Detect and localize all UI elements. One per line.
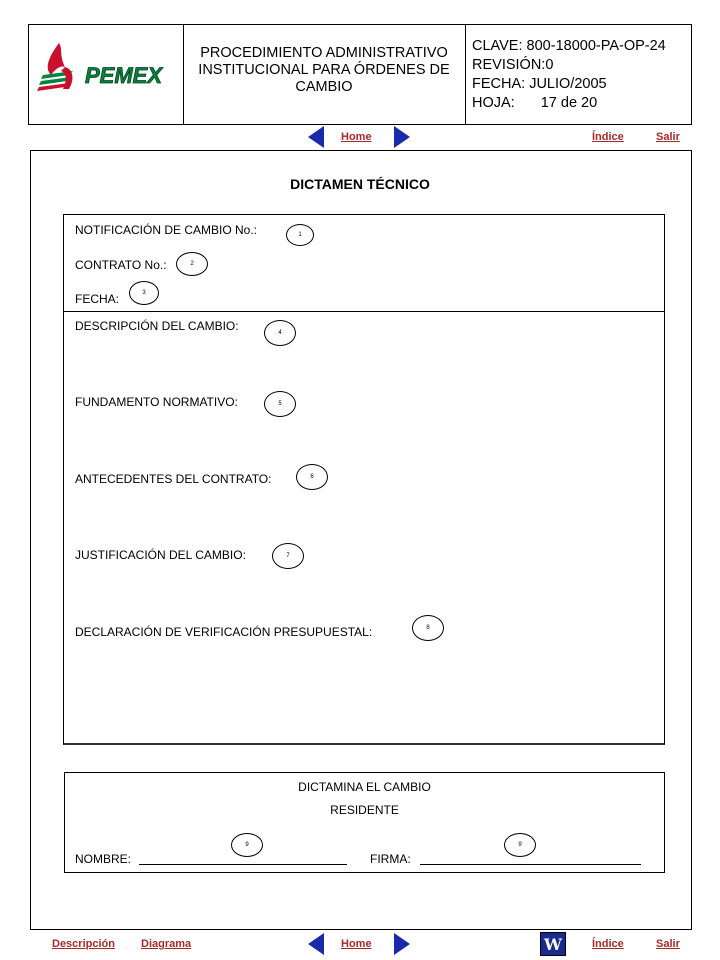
- justificacion-label: JUSTIFICACIÓN DEL CAMBIO:: [75, 548, 246, 562]
- salir-link[interactable]: Salir: [656, 131, 680, 143]
- residente-label: RESIDENTE: [330, 803, 399, 817]
- revision-value: 0: [545, 57, 554, 73]
- next-arrow-icon-bottom[interactable]: [394, 933, 410, 955]
- descripcion-label: DESCRIPCIÓN DEL CAMBIO:: [75, 319, 239, 333]
- marker-2: 2: [176, 252, 208, 276]
- marker-6: 6: [296, 464, 328, 490]
- page-title: DICTAMEN TÉCNICO: [290, 176, 430, 192]
- marker-4: 4: [264, 320, 296, 346]
- antecedentes-label: ANTECEDENTES DEL CONTRATO:: [75, 472, 272, 486]
- clave-value: 800-18000-PA-OP-24: [526, 38, 666, 54]
- pemex-logo: [29, 25, 179, 124]
- fundamento-label: FUNDAMENTO NORMATIVO:: [75, 395, 238, 409]
- next-arrow-icon[interactable]: [394, 126, 410, 148]
- salir-link-bottom[interactable]: Salir: [656, 938, 680, 950]
- marker-8: 8: [412, 615, 444, 641]
- firma-line: [420, 864, 641, 865]
- divider: [63, 311, 665, 312]
- home-link[interactable]: Home: [341, 131, 372, 143]
- marker-1: 1: [286, 224, 314, 246]
- fecha-label: FECHA:: [75, 292, 120, 306]
- dictamina-title: DICTAMINA EL CAMBIO: [298, 780, 431, 794]
- diagrama-link[interactable]: Diagrama: [141, 938, 192, 950]
- indice-link[interactable]: Índice: [592, 131, 624, 143]
- marker-7: 7: [272, 543, 304, 569]
- svg-text:PEMEX: PEMEX: [85, 63, 163, 88]
- marker-5: 5: [264, 391, 296, 417]
- declaracion-label: DECLARACIÓN DE VERIFICACIÓN PRESUPUESTAL:: [75, 625, 373, 639]
- home-link-bottom[interactable]: Home: [341, 938, 372, 950]
- marker-3: 3: [129, 281, 159, 305]
- nombre-label: NOMBRE:: [75, 852, 132, 866]
- document-header: [28, 24, 692, 125]
- prev-arrow-icon-bottom[interactable]: [308, 933, 324, 955]
- contrato-label: CONTRATO No.:: [75, 258, 167, 272]
- notificacion-label: NOTIFICACIÓN DE CAMBIO No.:: [75, 223, 258, 237]
- document-metadata: CLAVE: 800-18000-PA-OP-24 REVISIÓN:0 FECHA: JULIO/2005 HOJA: 17 de 20: [472, 38, 666, 111]
- prev-arrow-icon[interactable]: [308, 126, 324, 148]
- descripcion-link[interactable]: Descripción: [52, 938, 115, 950]
- hoja-value: 17 de 20: [540, 95, 598, 111]
- firma-label: FIRMA:: [370, 852, 411, 866]
- marker-9-firma: 9: [504, 833, 536, 857]
- marker-9-nombre: 9: [231, 833, 263, 857]
- word-document-icon[interactable]: W: [540, 932, 566, 956]
- nombre-line: [139, 864, 347, 865]
- fecha-value: JULIO/2005: [529, 76, 607, 92]
- logo-cell: [29, 25, 184, 124]
- indice-link-bottom[interactable]: Índice: [592, 938, 624, 950]
- procedure-title: PROCEDIMIENTO ADMINISTRATIVO INSTITUCIONAL PARA ÓRDENES DE CAMBIO: [183, 25, 466, 124]
